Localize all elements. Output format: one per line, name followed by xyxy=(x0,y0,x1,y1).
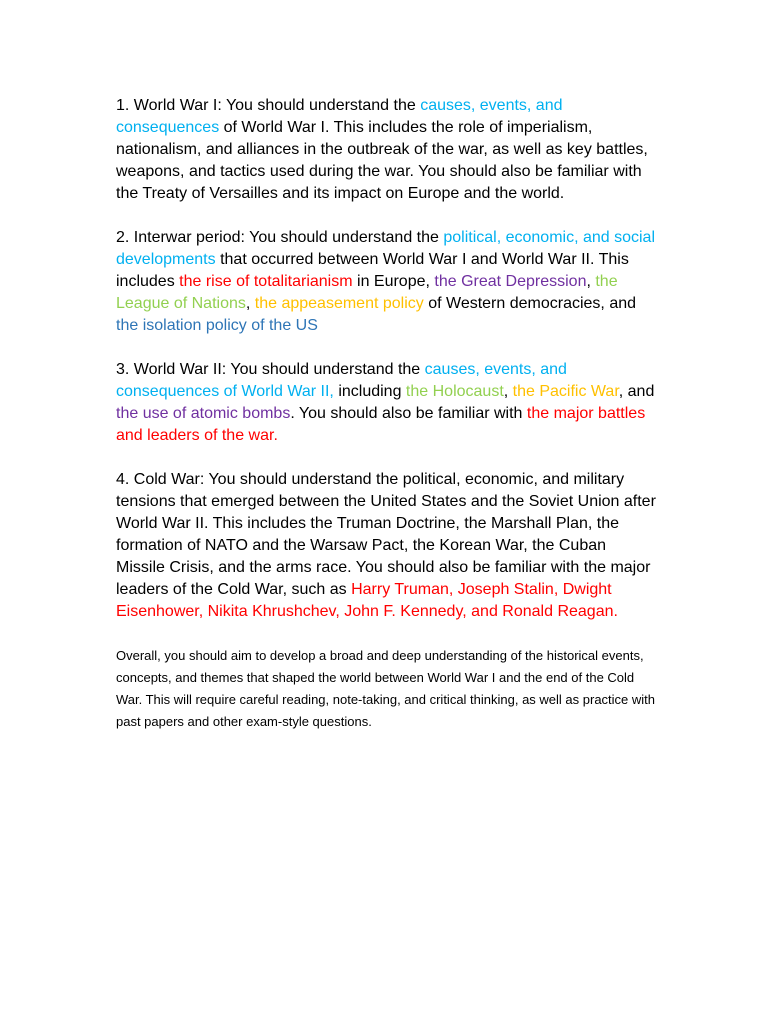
highlight-atomic-bombs: the use of atomic bombs xyxy=(116,405,291,422)
highlight-ww2-causes: causes, events, and consequences of World War II, xyxy=(116,361,567,400)
paragraph-cold-war xyxy=(116,469,656,623)
text-run: , xyxy=(245,295,255,312)
highlight-great-depression: the Great Depression xyxy=(434,273,587,290)
highlight-cold-war-leaders: Harry Truman, Joseph Stalin, Dwight Eisenhower, Nikita Khrushchev, John F. Kennedy, and Ronald Reagan. xyxy=(116,581,618,620)
text-run: 1. World War I: You should understand the xyxy=(116,97,421,114)
highlight-appeasement: the appeasement policy xyxy=(254,295,424,312)
paragraph-overall xyxy=(116,645,656,733)
text-run: that occurred between World War I and World War II. This includes xyxy=(116,251,629,290)
highlight-totalitarianism: the rise of totalitarianism xyxy=(179,273,353,290)
text-run: of Western democracies, and xyxy=(423,295,637,312)
highlight-holocaust: the Holocaust xyxy=(405,383,504,400)
text-run: Overall, you should aim to develop a broad and deep understanding of the historical events, concepts, and themes that shaped the world between World War I and the end of the Cold War. This will require careful reading, note-taking, and critical thinking, as well as practice with past papers and other exam-style questions. xyxy=(116,648,656,729)
highlight-developments: political, economic, and social developments xyxy=(116,229,656,268)
highlight-isolation-policy: the isolation policy of the US xyxy=(116,317,318,334)
text-run: in Europe, xyxy=(352,273,435,290)
text-run: of World War I. This includes the role of imperialism, nationalism, and alliances in the outbreak of the war, as well as key battles, weapons, and tactics used during the war. You should also be familiar with the Treaty of Versailles and its impact on Europe and the world. xyxy=(116,119,648,202)
highlight-major-battles: the major battles and leaders of the war. xyxy=(116,405,646,444)
highlight-league-of-nations: the League of Nations xyxy=(116,273,618,312)
highlight-causes-events: causes, events, and consequences xyxy=(116,97,563,136)
paragraph-world-war-1 xyxy=(116,95,656,205)
text-run: . You should also be familiar with xyxy=(290,405,527,422)
text-run: 2. Interwar period: You should understand the xyxy=(116,229,444,246)
text-run: , xyxy=(586,273,596,290)
text-run: including xyxy=(333,383,406,400)
document-page xyxy=(116,95,656,755)
paragraph-world-war-2 xyxy=(116,359,656,447)
text-run: , xyxy=(503,383,513,400)
text-run: 3. World War II: You should understand the xyxy=(116,361,425,378)
text-run: , and xyxy=(618,383,655,400)
text-run: 4. Cold War: You should understand the political, economic, and military tensions that emerged between the United States and the Soviet Union after World War II. This includes the Truman Doctrine, the Marshall Plan, the formation of NATO and the Warsaw Pact, the Korean War, the Cuban Missile Crisis, and the arms race. You should also be familiar with the major leaders of the Cold War, such as xyxy=(116,471,656,598)
highlight-pacific-war: the Pacific War xyxy=(512,383,619,400)
paragraph-interwar-period xyxy=(116,227,656,337)
